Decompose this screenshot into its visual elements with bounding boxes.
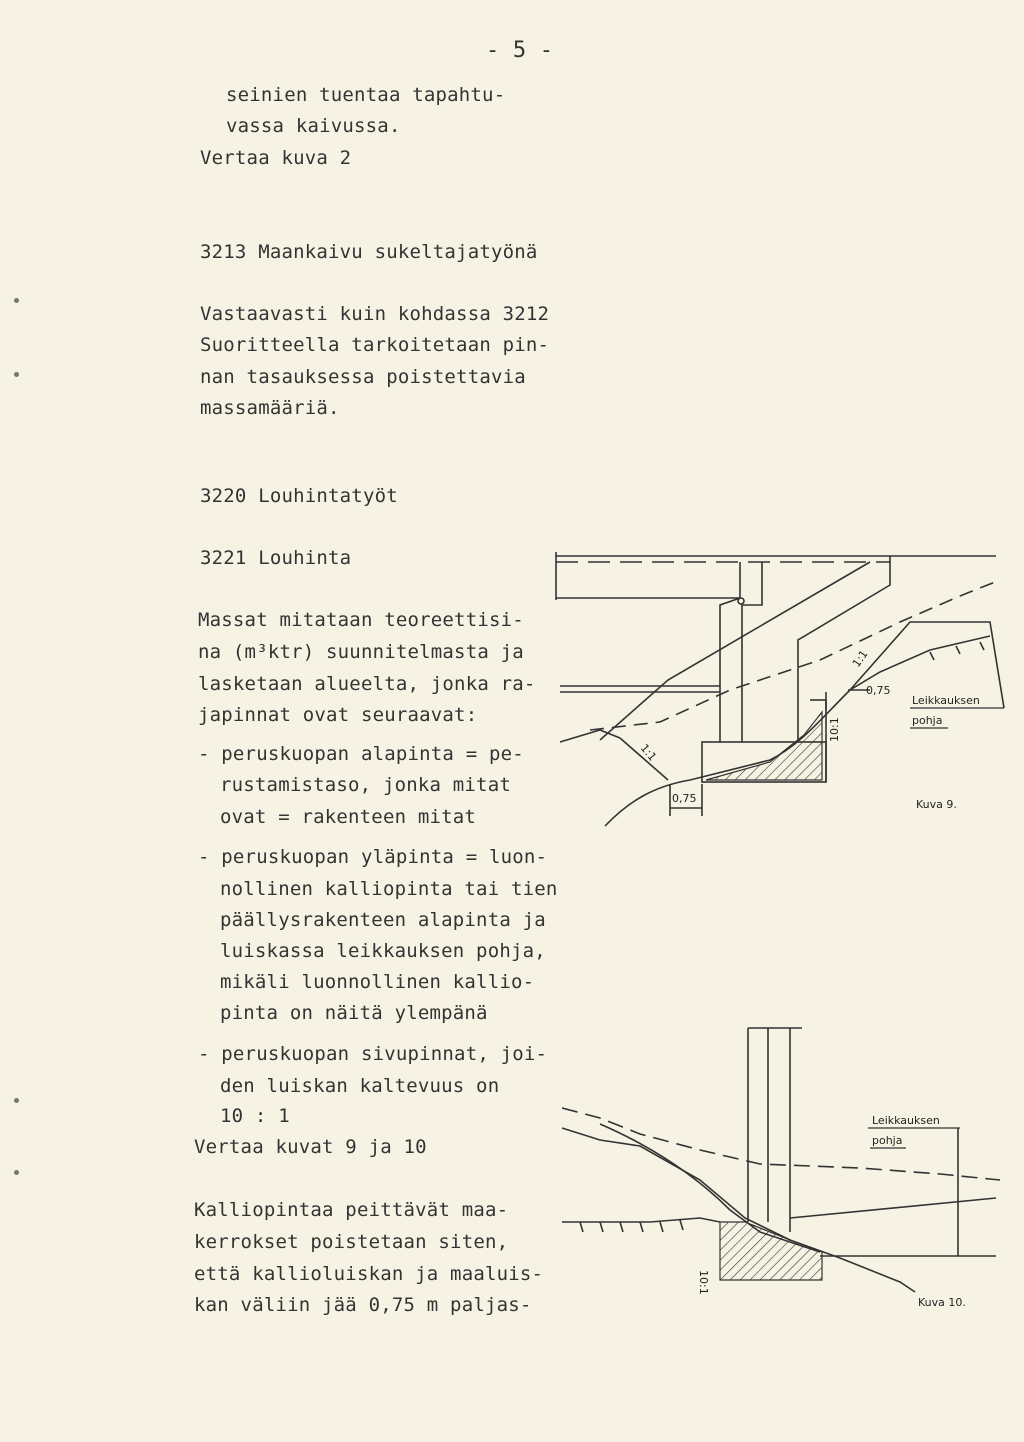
text-line: Kalliopintaa peittävät maa-	[194, 1199, 509, 1221]
figure-9-slope-upper: 1:1	[849, 647, 871, 670]
text-line: vassa kaivussa.	[226, 115, 401, 137]
figure-10-label-line2: pohja	[872, 1134, 903, 1147]
list-item: - peruskuopan sivupinnat, joi-	[198, 1043, 548, 1065]
text-line: den luiskan kaltevuus on	[220, 1075, 500, 1097]
text-line: 10 : 1	[220, 1105, 290, 1127]
text-line: pinta on näitä ylempänä	[220, 1002, 488, 1024]
text-line: kan väliin jää 0,75 m paljas-	[194, 1294, 532, 1316]
list-item: - peruskuopan alapinta = pe-	[198, 743, 524, 765]
figure-9-caption: Kuva 9.	[916, 798, 957, 811]
text-line: ovat = rakenteen mitat	[220, 806, 477, 828]
text-line: japinnat ovat seuraavat:	[198, 704, 478, 726]
text-line: Suoritteella tarkoitetaan pin-	[200, 334, 550, 356]
text-line: luiskassa leikkauksen pohja,	[220, 940, 546, 962]
text-line: mikäli luonnollinen kallio-	[220, 971, 535, 993]
figure-10-caption: Kuva 10.	[918, 1296, 966, 1309]
text-line: rustamistaso, jonka mitat	[220, 774, 511, 796]
figure-9-label-line2: pohja	[912, 714, 943, 727]
text-line: päällysrakenteen alapinta ja	[220, 909, 546, 931]
text-line: massamääriä.	[200, 397, 340, 419]
text-line: Vertaa kuva 2	[200, 147, 352, 169]
figure-9-label-line1: Leikkauksen	[912, 694, 980, 707]
page-number: - 5 -	[486, 38, 554, 63]
figure-10-label-line1: Leikkauksen	[872, 1114, 940, 1127]
section-heading: 3220 Louhintatyöt	[200, 485, 398, 507]
figure-9-dim-right: 0,75	[866, 684, 891, 697]
text-line: seinien tuentaa tapahtu-	[226, 84, 506, 106]
text-line: nan tasauksessa poistettavia	[200, 366, 526, 388]
text-line: kerrokset poistetaan siten,	[194, 1231, 509, 1253]
text-line: että kallioluiskan ja maaluis-	[194, 1263, 544, 1285]
text-line: Vastaavasti kuin kohdassa 3212	[200, 303, 550, 325]
text-line: lasketaan alueelta, jonka ra-	[198, 673, 536, 695]
section-heading: 3221 Louhinta	[200, 547, 352, 569]
section-heading: 3213 Maankaivu sukeltajatyönä	[200, 241, 538, 263]
text-line: Vertaa kuvat 9 ja 10	[194, 1136, 427, 1158]
text-line: na (m³ktr) suunnitelmasta ja	[198, 641, 524, 663]
figure-9-slope-lower: 1:1	[637, 741, 660, 764]
figure-9-dim-bottom: 0,75	[672, 792, 697, 805]
text-line: nollinen kalliopinta tai tien	[220, 878, 558, 900]
text-line: Massat mitataan teoreettisi-	[198, 609, 524, 631]
list-item: - peruskuopan yläpinta = luon-	[198, 846, 548, 868]
figure-9-slope-10-1: 10:1	[828, 717, 841, 742]
figure-10-slope-10-1: 10:1	[697, 1270, 710, 1295]
